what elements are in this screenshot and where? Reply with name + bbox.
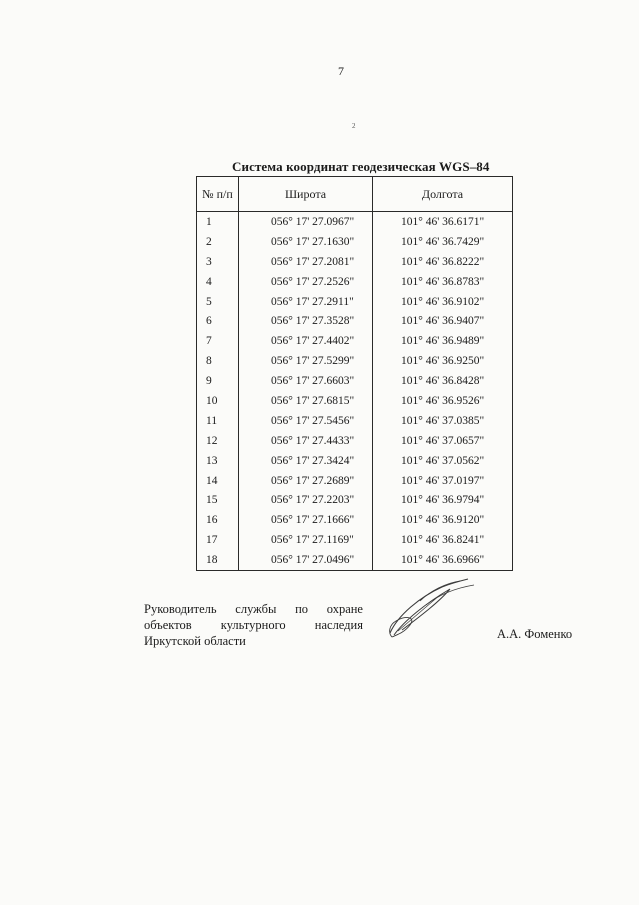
latitude-cell: 056° 17' 27.6603" <box>239 371 373 391</box>
longitude-cell: 101° 46' 36.8222" <box>373 252 513 272</box>
row-number-cell: 14 <box>197 471 239 491</box>
table-row <box>197 212 513 232</box>
latitude-cell: 056° 17' 27.1630" <box>239 232 373 252</box>
table-row <box>197 530 513 550</box>
latitude-cell: 056° 17' 27.3528" <box>239 311 373 331</box>
signer-name: А.А. Фоменко <box>497 627 573 641</box>
row-number-cell: 1 <box>197 212 239 232</box>
longitude-cell: 101° 46' 36.6171" <box>373 212 513 232</box>
latitude-cell: 056° 17' 27.6815" <box>239 391 373 411</box>
row-number-cell: 3 <box>197 252 239 272</box>
table-row <box>197 232 513 252</box>
row-number-cell: 18 <box>197 550 239 570</box>
latitude-cell: 056° 17' 27.2526" <box>239 272 373 292</box>
latitude-cell: 056° 17' 27.0496" <box>239 550 373 570</box>
latitude-cell: 056° 17' 27.1666" <box>239 510 373 530</box>
table-row <box>197 292 513 312</box>
latitude-cell: 056° 17' 27.4433" <box>239 431 373 451</box>
longitude-cell: 101° 46' 37.0385" <box>373 411 513 431</box>
longitude-cell: 101° 46' 36.9250" <box>373 351 513 371</box>
table-row <box>197 331 513 351</box>
table-row <box>197 351 513 371</box>
longitude-cell: 101° 46' 36.9794" <box>373 490 513 510</box>
longitude-cell: 101° 46' 36.8428" <box>373 371 513 391</box>
longitude-cell: 101° 46' 36.7429" <box>373 232 513 252</box>
row-number-cell: 8 <box>197 351 239 371</box>
coordinates-table <box>196 176 513 571</box>
table-row <box>197 252 513 272</box>
row-number-cell: 12 <box>197 431 239 451</box>
latitude-cell: 056° 17' 27.2911" <box>239 292 373 312</box>
latitude-cell: 056° 17' 27.2689" <box>239 471 373 491</box>
latitude-cell: 056° 17' 27.4402" <box>239 331 373 351</box>
row-number-cell: 4 <box>197 272 239 292</box>
longitude-cell: 101° 46' 37.0657" <box>373 431 513 451</box>
latitude-cell: 056° 17' 27.2081" <box>239 252 373 272</box>
header-number: № п/п <box>197 177 239 212</box>
signature-block <box>144 601 363 649</box>
row-number-cell: 13 <box>197 451 239 471</box>
table-row <box>197 371 513 391</box>
latitude-cell: 056° 17' 27.5456" <box>239 411 373 431</box>
header-longitude: Долгота <box>373 177 513 212</box>
longitude-cell: 101° 46' 36.9407" <box>373 311 513 331</box>
table-row <box>197 550 513 570</box>
longitude-cell: 101° 46' 37.0562" <box>373 451 513 471</box>
page-number: 7 <box>338 64 344 78</box>
signature-title-line: Руководитель службы по охране <box>144 602 363 616</box>
row-number-cell: 5 <box>197 292 239 312</box>
latitude-cell: 056° 17' 27.0967" <box>239 212 373 232</box>
signature-title-line: Иркутской области <box>144 634 246 648</box>
longitude-cell: 101° 46' 36.9120" <box>373 510 513 530</box>
latitude-cell: 056° 17' 27.2203" <box>239 490 373 510</box>
row-number-cell: 10 <box>197 391 239 411</box>
handwritten-signature <box>380 575 480 645</box>
table-header-row <box>197 177 513 212</box>
table-title: Система координат геодезическая WGS–84 <box>232 159 490 174</box>
longitude-cell: 101° 46' 36.9526" <box>373 391 513 411</box>
signature-title-line: объектов культурного наследия <box>144 618 363 632</box>
table-row <box>197 272 513 292</box>
row-number-cell: 9 <box>197 371 239 391</box>
longitude-cell: 101° 46' 36.8241" <box>373 530 513 550</box>
table-row <box>197 451 513 471</box>
latitude-cell: 056° 17' 27.5299" <box>239 351 373 371</box>
table-row <box>197 471 513 491</box>
longitude-cell: 101° 46' 36.9489" <box>373 331 513 351</box>
longitude-cell: 101° 46' 36.9102" <box>373 292 513 312</box>
table-body <box>197 212 513 571</box>
table-row <box>197 311 513 331</box>
longitude-cell: 101° 46' 37.0197" <box>373 471 513 491</box>
table-row <box>197 411 513 431</box>
latitude-cell: 056° 17' 27.3424" <box>239 451 373 471</box>
table-row <box>197 431 513 451</box>
row-number-cell: 2 <box>197 232 239 252</box>
header-latitude: Широта <box>239 177 373 212</box>
longitude-cell: 101° 46' 36.6966" <box>373 550 513 570</box>
row-number-cell: 15 <box>197 490 239 510</box>
table-row <box>197 391 513 411</box>
table-row <box>197 510 513 530</box>
row-number-cell: 6 <box>197 311 239 331</box>
row-number-cell: 7 <box>197 331 239 351</box>
row-number-cell: 16 <box>197 510 239 530</box>
longitude-cell: 101° 46' 36.8783" <box>373 272 513 292</box>
table-row <box>197 490 513 510</box>
sub-number: 2 <box>352 122 356 130</box>
latitude-cell: 056° 17' 27.1169" <box>239 530 373 550</box>
row-number-cell: 11 <box>197 411 239 431</box>
row-number-cell: 17 <box>197 530 239 550</box>
